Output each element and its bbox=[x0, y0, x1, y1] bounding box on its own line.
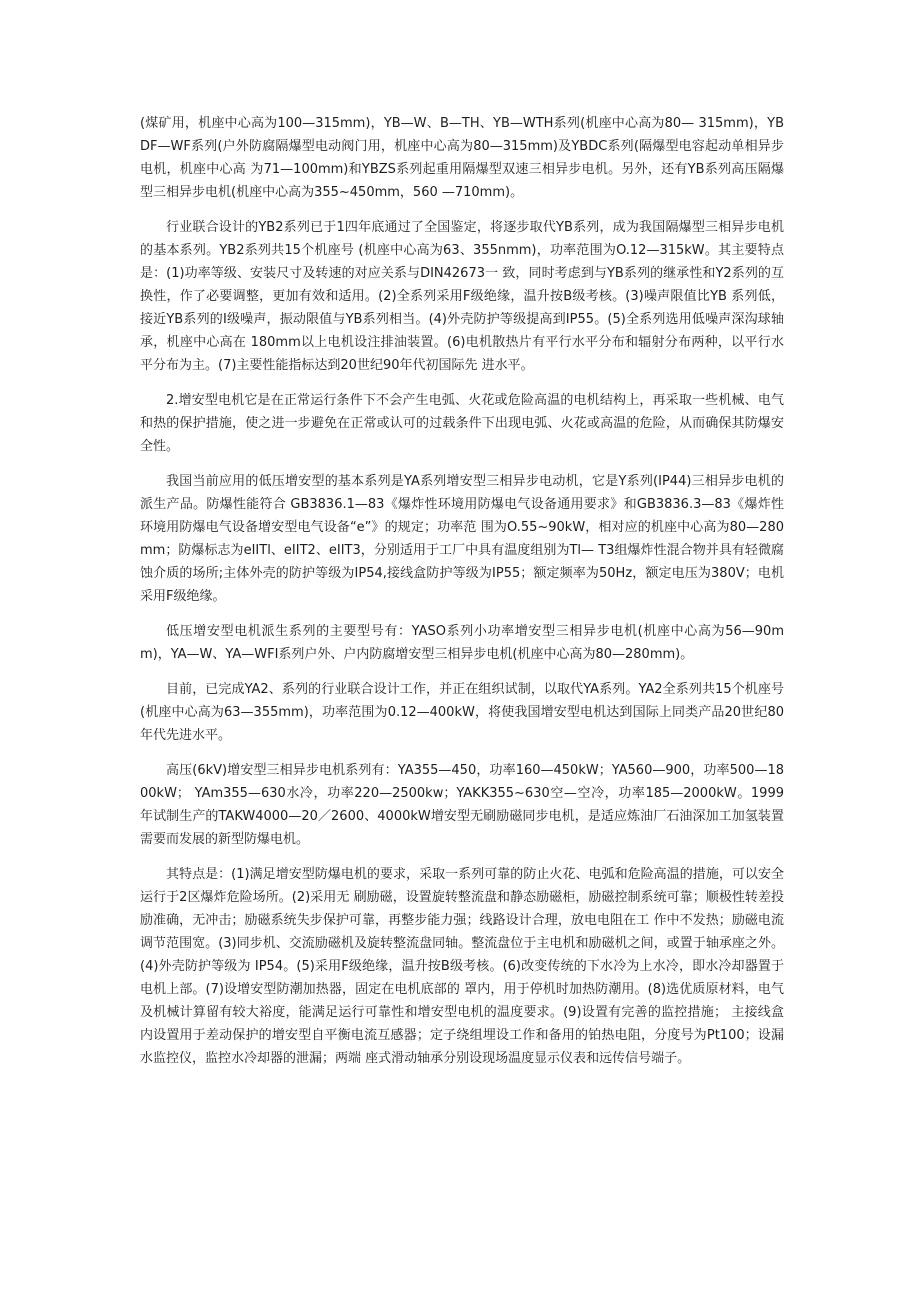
paragraph-yb2-series: 行业联合设计的YB2系列已于1四年底通过了全国鉴定，将逐步取代YB系列，成为我国隔爆型三相异步电机的基本系列。YB2系列共15个机座号 (机座中心高为63、355nmm)，功率范围为O.12—315kW。其主要特点是：(1)功率等级、安装尺寸及转速的对应关系与DIN42673一 致，同时考虑到与YB系列的继承性和Y2系列的互换性，作了必要调整，更加有效和适用。(2)全系列采用F级绝缘，温升按B级考核。(3)噪声限值比YB 系列低，接近YB系列的I级噪声，振动限值与YB系列相当。(4)外壳防护等级提高到IP55。(5)全系列选用低噪声深沟球轴承，机座中心高在 180mm以上电机设注排油装置。(6)电机散热片有平行水平分布和辐射分布两种，以平行水平分布为主。(7)主要性能指标达到20世纪90年代初国际先 进水平。 bbox=[140, 220, 784, 373]
paragraph-features: 其特点是：(1)满足增安型防爆电机的要求，采取一系列可靠的防止火花、电弧和危险高温的措施，可以安全运行于2区爆炸危险场所。(2)采用无 刷励磁，设置旋转整流盘和静态励磁柜，励磁控制系统可靠；顺极性转差投励准确，无冲击；励磁系统失步保护可靠，再整步能力强；线路设计合理，放电电阻在工 作中不发热；励磁电流调节范围宽。(3)同步机、交流励磁机及旋转整流盘同轴。整流盘位于主电机和励磁机之间，或置于轴承座之外。(4)外壳防护等级为 IP54。(5)采用F级绝缘，温升按B级考核。(6)改变传统的下水冷为上水冷，即水冷却器置于电机上部。(7)设增安型防潮加热器，固定在电机底部的 罩内，用于停机时加热防潮用。(8)选优质原材料，电气及机械计算留有较大裕度，能满足运行可靠性和增安型电机的温度要求。(9)设置有完善的监控措施； 主接线盒内设置用于差动保护的增安型自平衡电流互感器；定子绕组埋设工作和备用的铂热电阻，分度号为Pt100；设漏水监控仪，监控水冷却器的泄漏；两端 座式滑动轴承分别设现场温度显示仪表和远传信号端子。 bbox=[140, 867, 784, 1066]
paragraph-yb-series-continued: (煤矿用，机座中心高为100—315mm)，YB—W、B—TH、YB—WTH系列(机座中心高为80— 315mm)，YBDF—WF系列(户外防腐隔爆型电动阀门用，机座中心高为80—315mm)及YBDC系列(隔爆型电容起动单相异步电机，机座中心高 为71—100mm)和YBZS系列起重用隔爆型双速三相异步电机。另外，还有YB系列高压隔爆型三相异步电机(机座中心高为355~450mm，560 —710mm)。 bbox=[140, 116, 784, 200]
paragraph-ya2-series: 目前，已完成YA2、系列的行业联合设计工作，并正在组织试制，以取代YA系列。YA2全系列共15个机座号(机座中心高为63—355mm)，功率范围为0.12—400kW，将使我国增安型电机达到国际上同类产品20世纪80年代先进水平。 bbox=[140, 682, 784, 743]
document-body bbox=[140, 112, 784, 1082]
paragraph-ya-series: 我国当前应用的低压增安型的基本系列是YA系列增安型三相异步电动机，它是Y系列(IP44)三相异步电机的派生产品。防爆性能符合 GB3836.1—83《爆炸性环境用防爆电气设备通用要求》和GB3836.3—83《爆炸性环境用防爆电气设备增安型电气设备“e”》的规定；功率范 围为O.55~90kW，相对应的机座中心高为80—280mm；防爆标志为eIITl、eIIT2、eIIT3，分别适用于工厂中具有温度组别为Tl— T3组爆炸性混合物并具有轻微腐蚀介质的场所;主体外壳的防护等级为IP54,接线盒防护等级为IP55；额定频率为50Hz，额定电压为380V；电机 采用F级绝缘。 bbox=[140, 474, 784, 604]
paragraph-increased-safety-definition: 2.增安型电机它是在正常运行条件下不会产生电弧、火花或危险高温的电机结构上，再采取一些机械、电气和热的保护措施，使之进一步避免在正常或认可的过载条件下出现电弧、火花或高温的危险，从而确保其防爆安全性。 bbox=[140, 393, 784, 454]
paragraph-ya-derived-series: 低压增安型电机派生系列的主要型号有：YASO系列小功率增安型三相异步电机(机座中心高为56—90mm)，YA—W、YA—WFI系列户外、户内防腐增安型三相异步电机(机座中心高为80—280mm)。 bbox=[140, 624, 784, 662]
paragraph-high-voltage-series: 高压(6kV)增安型三相异步电机系列有：YA355—450，功率160—450kW；YA560—900，功率500—1800kW； YAm355—630水冷，功率220—2500kw；YAKK355~630空—空冷，功率185—2000kW。1999年试制生产的TAKW4000—20／2600、4000kW增安型无刷励磁同步电机，是适应炼油厂石油深加工加氢装置需要而发展的新型防爆电机。 bbox=[140, 763, 784, 847]
